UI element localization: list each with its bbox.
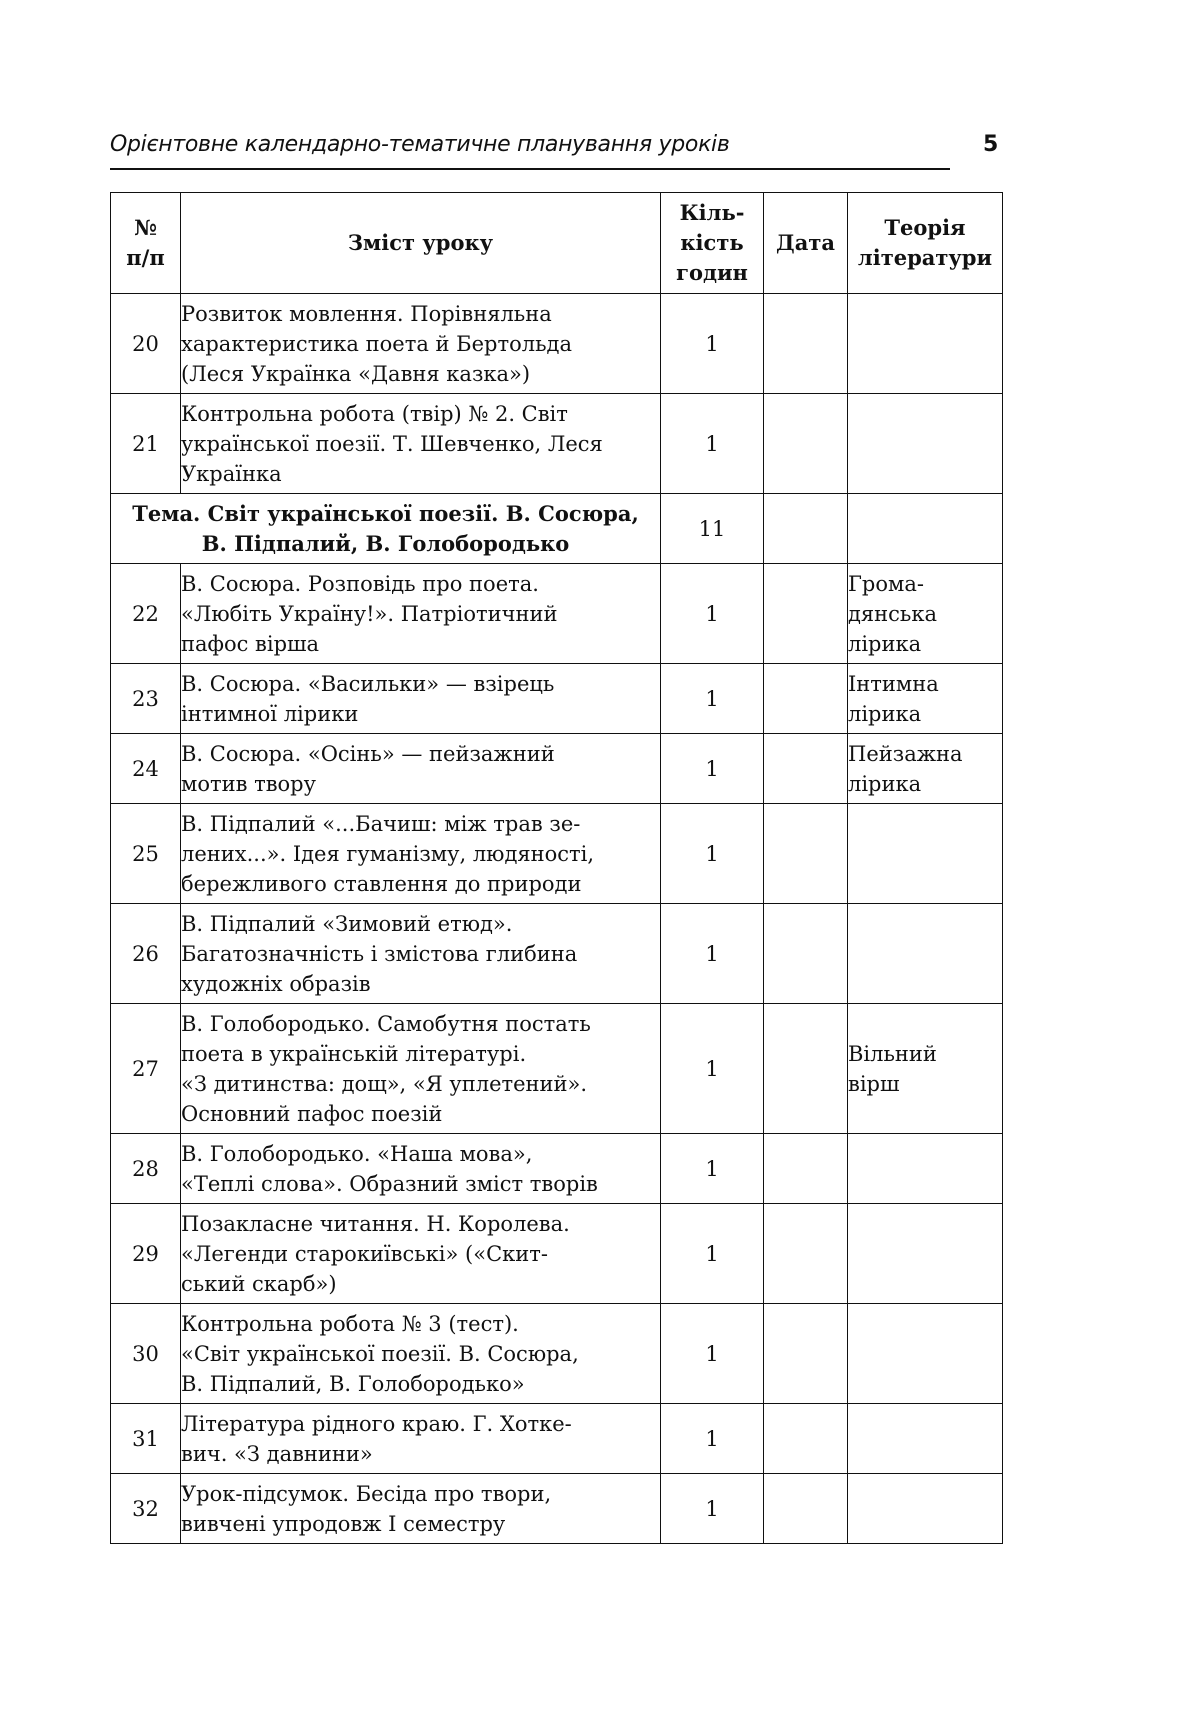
lesson-theory (848, 394, 1003, 494)
lesson-hours: 1 (661, 664, 764, 734)
lesson-number: 20 (111, 294, 181, 394)
lesson-number: 29 (111, 1204, 181, 1304)
topic-title: Тема. Світ української поезії. В. Сосюра, В. Підпалий, В. Голобородько (111, 494, 661, 564)
lesson-number: 23 (111, 664, 181, 734)
topic-theory-cell (848, 494, 1003, 564)
lesson-number: 24 (111, 734, 181, 804)
lesson-hours: 1 (661, 734, 764, 804)
lesson-content: В. Сосюра. Розповідь про поета. «Любіть Україну!». Патріотичний пафос вірша (181, 564, 661, 664)
lesson-hours: 1 (661, 1404, 764, 1474)
table-row (111, 904, 1003, 1004)
lesson-content: В. Сосюра. «Осінь» — пейзажний мотив твору (181, 734, 661, 804)
lesson-theory (848, 1304, 1003, 1404)
table-row (111, 734, 1003, 804)
topic-date-cell (764, 494, 848, 564)
lesson-number: 26 (111, 904, 181, 1004)
lesson-theory: Пейзажна лірика (848, 734, 1003, 804)
lesson-content: Розвиток мовлення. Порівняльна характеристика поета й Бертольда (Леся Українка «Давня казка») (181, 294, 661, 394)
lesson-hours: 1 (661, 564, 764, 664)
lesson-hours: 1 (661, 1004, 764, 1134)
lesson-number: 28 (111, 1134, 181, 1204)
lesson-date (764, 1474, 848, 1544)
lesson-content: Контрольна робота № 3 (тест). «Світ української поезії. В. Сосюра, В. Підпалий, В. Голобородько» (181, 1304, 661, 1404)
lesson-theory: Вільний вірш (848, 1004, 1003, 1134)
table-header-row (111, 193, 1003, 294)
lesson-date (764, 904, 848, 1004)
lesson-hours: 1 (661, 804, 764, 904)
lesson-number: 21 (111, 394, 181, 494)
lesson-number: 25 (111, 804, 181, 904)
lesson-theory (848, 804, 1003, 904)
lesson-content: В. Підпалий «Зимовий етюд». Багатозначність і змістова глибина художніх образів (181, 904, 661, 1004)
lesson-theory: Інтимна лірика (848, 664, 1003, 734)
lesson-number: 31 (111, 1404, 181, 1474)
header-hours: Кіль- кість годин (661, 193, 764, 294)
lesson-number: 22 (111, 564, 181, 664)
lesson-content: В. Підпалий «...Бачиш: між трав зе- лених...». Ідея гуманізму, людяності, бережливого ставлення до природи (181, 804, 661, 904)
lesson-number: 32 (111, 1474, 181, 1544)
lesson-date (764, 1134, 848, 1204)
lesson-plan-table (110, 192, 1003, 1544)
table-row (111, 1404, 1003, 1474)
lesson-content: Контрольна робота (твір) № 2. Світ української поезії. Т. Шевченко, Леся Українка (181, 394, 661, 494)
lesson-hours: 1 (661, 394, 764, 494)
lesson-theory: Грома- дянська лірика (848, 564, 1003, 664)
lesson-theory (848, 294, 1003, 394)
lesson-date (764, 294, 848, 394)
lesson-content: Урок-підсумок. Бесіда про твори, вивчені упродовж І семестру (181, 1474, 661, 1544)
lesson-hours: 1 (661, 1304, 764, 1404)
header-theory: Теорія літератури (848, 193, 1003, 294)
table-row (111, 1304, 1003, 1404)
table-row (111, 804, 1003, 904)
lesson-date (764, 734, 848, 804)
lesson-date (764, 664, 848, 734)
header-rule (110, 168, 950, 170)
lesson-number: 27 (111, 1004, 181, 1134)
lesson-date (764, 804, 848, 904)
topic-hours: 11 (661, 494, 764, 564)
table-row (111, 564, 1003, 664)
table-row (111, 1134, 1003, 1204)
table-row (111, 294, 1003, 394)
lesson-content: Література рідного краю. Г. Хотке- вич. «З давнини» (181, 1404, 661, 1474)
table-row (111, 394, 1003, 494)
lesson-date (764, 564, 848, 664)
table-row (111, 1004, 1003, 1134)
table-row (111, 1204, 1003, 1304)
lesson-date (764, 1004, 848, 1134)
table-row (111, 1474, 1003, 1544)
lesson-date (764, 1204, 848, 1304)
header-number: № п/п (111, 193, 181, 294)
lesson-hours: 1 (661, 1134, 764, 1204)
lesson-content: В. Голобородько. «Наша мова», «Теплі слова». Образний зміст творів (181, 1134, 661, 1204)
lesson-date (764, 394, 848, 494)
table-body (111, 294, 1003, 1544)
page-number: 5 (983, 132, 999, 157)
lesson-number: 30 (111, 1304, 181, 1404)
running-title: Орієнтовне календарно-тематичне планування уроків (110, 132, 730, 157)
lesson-content: В. Голобородько. Самобутня постать поета в українській літературі. «З дитинства: дощ», «Я уплетений». Основний пафос поезій (181, 1004, 661, 1134)
lesson-content: Позакласне читання. Н. Королева. «Легенди старокиївські» («Скит- ський скарб») (181, 1204, 661, 1304)
lesson-hours: 1 (661, 294, 764, 394)
lesson-content: В. Сосюра. «Васильки» — взірець інтимної лірики (181, 664, 661, 734)
lesson-theory (848, 1204, 1003, 1304)
header-content: Зміст уроку (181, 193, 661, 294)
lesson-hours: 1 (661, 1204, 764, 1304)
lesson-hours: 1 (661, 1474, 764, 1544)
header-date: Дата (764, 193, 848, 294)
lesson-date (764, 1304, 848, 1404)
lesson-date (764, 1404, 848, 1474)
lesson-theory (848, 1474, 1003, 1544)
lesson-theory (848, 1404, 1003, 1474)
table-row (111, 664, 1003, 734)
lesson-hours: 1 (661, 904, 764, 1004)
lesson-theory (848, 1134, 1003, 1204)
topic-row (111, 494, 1003, 564)
lesson-theory (848, 904, 1003, 1004)
